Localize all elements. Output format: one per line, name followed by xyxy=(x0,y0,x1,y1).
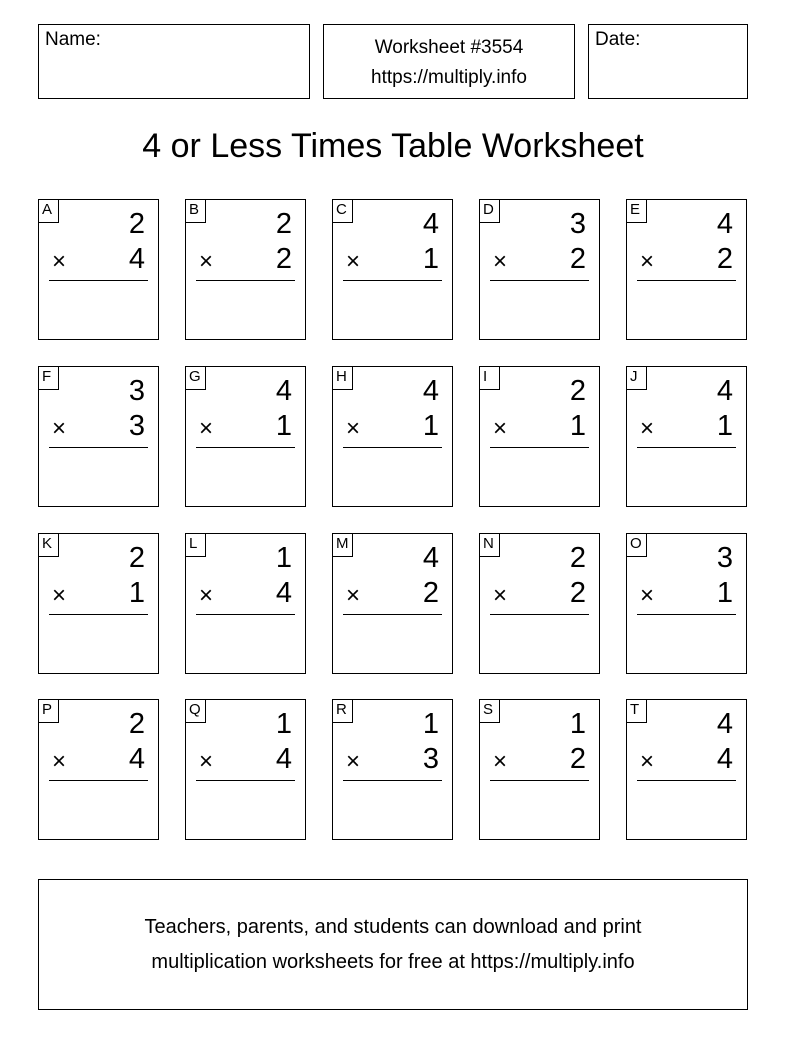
times-sign: × xyxy=(199,582,214,609)
problem-cell[interactable] xyxy=(332,533,453,674)
answer-line xyxy=(49,280,148,281)
times-sign: × xyxy=(493,248,508,275)
multiplicand: 1 xyxy=(275,708,292,740)
multiplicand: 3 xyxy=(569,208,586,240)
times-sign: × xyxy=(493,582,508,609)
multiplier: 3 xyxy=(422,743,439,775)
multiplier: 1 xyxy=(128,577,145,609)
multiplier: 2 xyxy=(569,577,586,609)
problem-letter: C xyxy=(333,200,353,223)
problem-cell[interactable] xyxy=(185,366,306,507)
footer-line-2: multiplication worksheets for free at https://multiply.info xyxy=(151,951,635,973)
multiplicand: 4 xyxy=(422,208,439,240)
multiplicand: 1 xyxy=(569,708,586,740)
multiplier: 4 xyxy=(128,243,145,275)
multiplicand: 2 xyxy=(128,542,145,574)
answer-line xyxy=(343,614,442,615)
times-sign: × xyxy=(346,248,361,275)
problem-cell[interactable] xyxy=(626,533,747,674)
multiplicand: 2 xyxy=(569,542,586,574)
times-sign: × xyxy=(52,248,67,275)
answer-line xyxy=(49,447,148,448)
times-sign: × xyxy=(346,582,361,609)
times-sign: × xyxy=(640,582,655,609)
problem-letter: Q xyxy=(186,700,206,723)
multiplier: 2 xyxy=(275,243,292,275)
answer-line xyxy=(490,280,589,281)
problem-cell[interactable] xyxy=(332,199,453,340)
problem-cell[interactable] xyxy=(185,533,306,674)
problem-letter: D xyxy=(480,200,500,223)
answer-line xyxy=(490,780,589,781)
problem-cell[interactable] xyxy=(38,366,159,507)
worksheet-url: https://multiply.info xyxy=(371,67,527,88)
date-box[interactable] xyxy=(588,24,748,99)
times-sign: × xyxy=(52,415,67,442)
problem-letter: R xyxy=(333,700,353,723)
problem-letter: M xyxy=(333,534,353,557)
problem-letter: P xyxy=(39,700,59,723)
problem-cell[interactable] xyxy=(479,533,600,674)
multiplier: 1 xyxy=(569,410,586,442)
name-label: Name: xyxy=(45,29,101,50)
times-sign: × xyxy=(640,415,655,442)
times-sign: × xyxy=(346,748,361,775)
multiplier: 1 xyxy=(422,410,439,442)
problem-letter: A xyxy=(39,200,59,223)
multiplier: 2 xyxy=(569,243,586,275)
multiplier: 2 xyxy=(422,577,439,609)
times-sign: × xyxy=(493,748,508,775)
multiplicand: 4 xyxy=(716,375,733,407)
page-title: 4 or Less Times Table Worksheet xyxy=(142,127,644,165)
problem-cell[interactable] xyxy=(38,199,159,340)
problem-letter: H xyxy=(333,367,353,390)
answer-line xyxy=(637,614,736,615)
problem-letter: F xyxy=(39,367,59,390)
multiplier: 3 xyxy=(128,410,145,442)
answer-line xyxy=(196,280,295,281)
multiplier: 4 xyxy=(275,577,292,609)
problem-cell[interactable] xyxy=(479,199,600,340)
problem-letter: B xyxy=(186,200,206,223)
problem-letter: L xyxy=(186,534,206,557)
times-sign: × xyxy=(199,415,214,442)
answer-line xyxy=(49,614,148,615)
problem-cell[interactable] xyxy=(38,699,159,840)
problem-letter: J xyxy=(627,367,647,390)
times-sign: × xyxy=(52,748,67,775)
problem-letter: S xyxy=(480,700,500,723)
multiplicand: 1 xyxy=(275,542,292,574)
problem-letter: E xyxy=(627,200,647,223)
problem-cell[interactable] xyxy=(626,366,747,507)
times-sign: × xyxy=(199,748,214,775)
problem-cell[interactable] xyxy=(332,699,453,840)
multiplicand: 2 xyxy=(128,708,145,740)
problem-cell[interactable] xyxy=(332,366,453,507)
multiplicand: 2 xyxy=(569,375,586,407)
answer-line xyxy=(49,780,148,781)
answer-line xyxy=(637,780,736,781)
answer-line xyxy=(343,280,442,281)
times-sign: × xyxy=(346,415,361,442)
answer-line xyxy=(637,280,736,281)
problem-cell[interactable] xyxy=(626,199,747,340)
problem-letter: I xyxy=(480,367,500,390)
multiplicand: 2 xyxy=(275,208,292,240)
problem-letter: K xyxy=(39,534,59,557)
problem-cell[interactable] xyxy=(479,366,600,507)
multiplier: 4 xyxy=(275,743,292,775)
answer-line xyxy=(490,614,589,615)
multiplicand: 4 xyxy=(716,708,733,740)
multiplier: 4 xyxy=(128,743,145,775)
answer-line xyxy=(343,780,442,781)
worksheet-number: Worksheet #3554 xyxy=(374,37,524,58)
multiplicand: 3 xyxy=(128,375,145,407)
footer-box xyxy=(38,879,748,1010)
name-box[interactable] xyxy=(38,24,310,99)
multiplicand: 4 xyxy=(422,542,439,574)
times-sign: × xyxy=(199,248,214,275)
date-label: Date: xyxy=(595,29,641,50)
multiplier: 2 xyxy=(569,743,586,775)
problem-letter: G xyxy=(186,367,206,390)
answer-line xyxy=(196,780,295,781)
times-sign: × xyxy=(640,748,655,775)
problem-cell[interactable] xyxy=(626,699,747,840)
problem-cell[interactable] xyxy=(185,699,306,840)
footer-line-1: Teachers, parents, and students can download and print xyxy=(144,916,642,938)
multiplier: 4 xyxy=(716,743,733,775)
times-sign: × xyxy=(493,415,508,442)
times-sign: × xyxy=(52,582,67,609)
multiplier: 1 xyxy=(275,410,292,442)
problem-cell[interactable] xyxy=(479,699,600,840)
answer-line xyxy=(637,447,736,448)
multiplier: 1 xyxy=(716,410,733,442)
multiplier: 1 xyxy=(422,243,439,275)
worksheet-info-box xyxy=(323,24,575,99)
multiplicand: 2 xyxy=(128,208,145,240)
problem-cell[interactable] xyxy=(38,533,159,674)
answer-line xyxy=(196,614,295,615)
answer-line xyxy=(490,447,589,448)
multiplicand: 4 xyxy=(716,208,733,240)
problem-letter: N xyxy=(480,534,500,557)
problem-letter: T xyxy=(627,700,647,723)
multiplier: 1 xyxy=(716,577,733,609)
problem-letter: O xyxy=(627,534,647,557)
problem-cell[interactable] xyxy=(185,199,306,340)
multiplier: 2 xyxy=(716,243,733,275)
multiplicand: 3 xyxy=(716,542,733,574)
multiplicand: 1 xyxy=(422,708,439,740)
answer-line xyxy=(196,447,295,448)
multiplicand: 4 xyxy=(275,375,292,407)
times-sign: × xyxy=(640,248,655,275)
multiplicand: 4 xyxy=(422,375,439,407)
answer-line xyxy=(343,447,442,448)
